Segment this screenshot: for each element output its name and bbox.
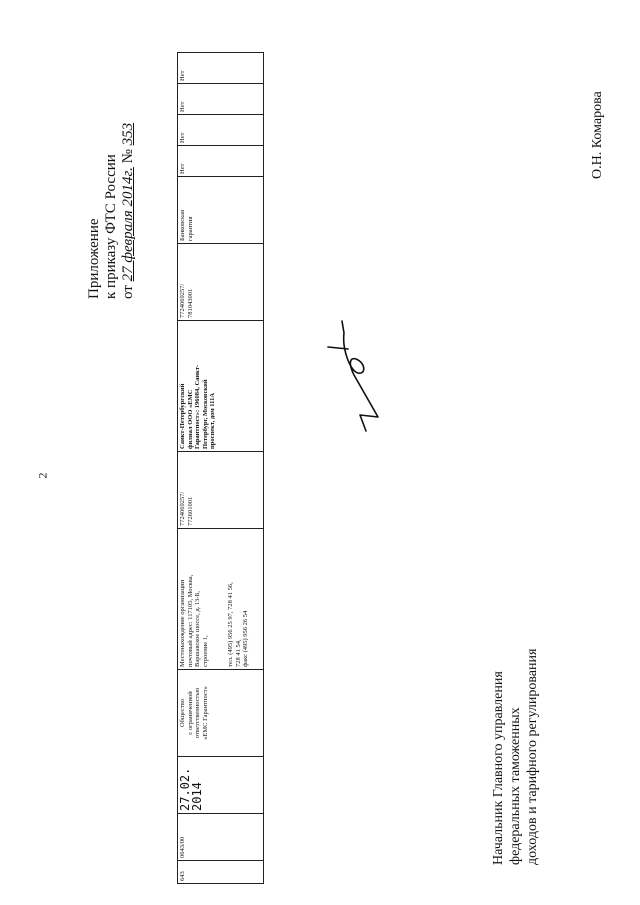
annex-title: Приложение: [86, 218, 102, 299]
guarantee-line-1: Банковская: [179, 209, 186, 241]
name-line-3: ответственностью: [194, 687, 201, 739]
annex-date-prefix: от: [120, 285, 136, 299]
addr-line-1: Местонахождение организации: [179, 579, 186, 667]
addr-line-3: Варшавское шоссе, д. 13-Б,: [194, 591, 201, 667]
addr-phone-1: тел. (495) 956 25 97, 728 41 56,: [227, 582, 234, 667]
table-row: [178, 53, 264, 884]
addr-phone-2: 728 41 54,: [234, 639, 242, 667]
annex-order-date-line: [120, 123, 137, 299]
cell-date: [178, 757, 264, 814]
addr-fax: факс (495) 956 26 54: [242, 610, 249, 667]
cell-flag-1: Нет: [178, 146, 264, 177]
signer-line-3: доходов и тарифного регулирования: [525, 648, 540, 865]
handwritten-signature: [320, 315, 390, 435]
guarantee-line-2: гарантия: [186, 216, 194, 241]
signer-position: [490, 649, 541, 865]
annex-order-number: 353: [120, 122, 136, 146]
addr-line-4: строение 1,: [201, 635, 209, 667]
cell-organization-name: [178, 670, 264, 757]
inn2-line-1: 7724069257/: [179, 283, 186, 318]
cell-flag-4: Нет: [178, 53, 264, 84]
cell-flag-2: Нет: [178, 115, 264, 146]
cell-number: 643: [178, 861, 264, 884]
annex-header: [86, 123, 137, 299]
cell-branch: [178, 321, 264, 452]
name-line-1: Общество: [179, 698, 186, 728]
registry-table: [177, 52, 264, 884]
page-number: 2: [35, 472, 50, 479]
cell-code: 0643/00: [178, 814, 264, 861]
inn2-line-2: 781043001: [186, 288, 194, 318]
annex-order-ref: к приказу ФТС России: [103, 154, 119, 299]
signer-line-2: федеральных таможенных: [508, 707, 523, 865]
date-line-2: 2014: [190, 782, 204, 811]
signer-line-1: Начальник Главного управления: [491, 671, 506, 865]
inn1-line-1: 7724069257/: [179, 491, 186, 526]
cell-inn-kpp: [178, 452, 264, 529]
branch-line-5: проспект, дом 111А: [209, 392, 216, 449]
cell-branch-inn-kpp: [178, 244, 264, 321]
cell-address: [178, 529, 264, 670]
branch-line-3: Гарантпост»: 196084, Санкт-: [194, 364, 201, 449]
branch-line-2: филиал ООО «ЕМС: [186, 389, 194, 449]
cell-flag-3: Нет: [178, 84, 264, 115]
annex-order-date: 27 февраля 2014г.: [120, 167, 136, 282]
name-line-4: «ЕМС Гарантпост»: [201, 686, 209, 740]
inn1-line-2: 772601001: [186, 496, 194, 526]
addr-line-2: почтовый адрес: 117105, Москва,: [186, 574, 194, 667]
annex-number-sign: №: [120, 149, 136, 164]
name-line-2: с ограниченной: [186, 691, 194, 735]
branch-line-1: Санкт-Петербургский: [179, 383, 186, 449]
branch-line-4: Петербург, Московский: [201, 379, 209, 449]
cell-guarantee: [178, 177, 264, 244]
date-line-1: 27.02.: [178, 767, 192, 811]
signer-name: О.Н. Комарова: [590, 91, 605, 179]
